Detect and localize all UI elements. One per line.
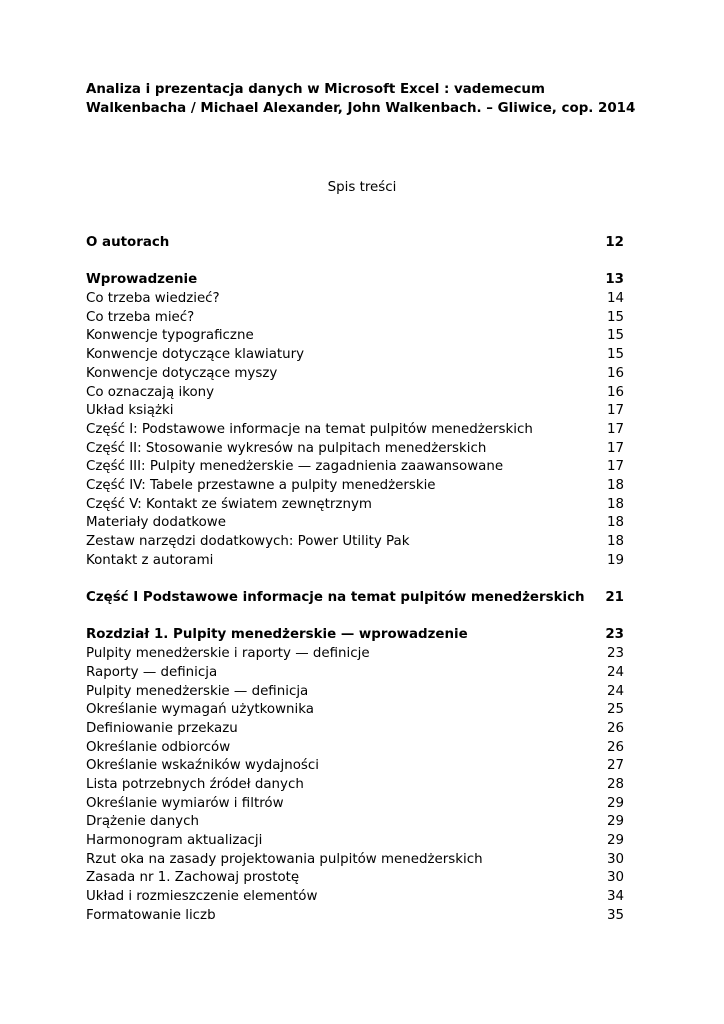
toc-entry-page-number: 18: [606, 496, 624, 512]
toc-entry-page-number: 15: [606, 328, 624, 344]
toc-entry: [86, 552, 624, 571]
toc-entry-title: Co trzeba wiedzieć?: [86, 291, 220, 307]
toc-entry-title: Układ i rozmieszczenie elementów: [86, 889, 318, 905]
toc-entry: [86, 346, 624, 365]
toc-entry-page-number: 34: [606, 889, 624, 905]
toc-section-heading: [86, 626, 624, 645]
toc-entry: [86, 739, 624, 758]
toc-entry: [86, 421, 624, 440]
toc-entry-title: Rzut oka na zasady projektowania pulpitów menedżerskich: [86, 851, 483, 867]
toc-section-heading: [86, 271, 624, 290]
toc-entry-title: Część II: Stosowanie wykresów na pulpitach menedżerskich: [86, 440, 487, 456]
toc-entry-page-number: 26: [606, 720, 624, 736]
toc-entry-page-number: 26: [606, 739, 624, 755]
toc-entry-page-number: 19: [606, 552, 624, 568]
toc-entry: [86, 813, 624, 832]
toc-entry-title: Określanie odbiorców: [86, 739, 231, 755]
toc-entry: [86, 514, 624, 533]
toc-entry-page-number: 24: [606, 683, 624, 699]
toc-entry-page-number: 16: [606, 365, 624, 381]
toc-entry-title: Formatowanie liczb: [86, 907, 216, 923]
toc-entry-page-number: 18: [606, 477, 624, 493]
toc-entry-title: Część I: Podstawowe informacje na temat pulpitów menedżerskich: [86, 421, 533, 437]
toc-entry: [86, 683, 624, 702]
toc-entry: [86, 851, 624, 870]
toc-entry-title: Lista potrzebnych źródeł danych: [86, 776, 304, 792]
toc-entry: [86, 402, 624, 421]
toc-entry-title: Część I Podstawowe informacje na temat pulpitów menedżerskich: [86, 590, 585, 606]
toc-entry: [86, 776, 624, 795]
toc-entry-title: Pulpity menedżerskie i raporty — definicje: [86, 646, 370, 662]
toc-entry-title: Część III: Pulpity menedżerskie — zagadnienia zaawansowane: [86, 459, 504, 475]
toc-entry-title: Kontakt z autorami: [86, 552, 214, 568]
toc-entry: [86, 907, 624, 926]
toc-entry-title: Rozdział 1. Pulpity menedżerskie — wprowadzenie: [86, 627, 468, 643]
toc-entry-page-number: 29: [606, 833, 624, 848]
toc-entry-title: Konwencje typograficzne: [86, 328, 254, 344]
toc-entry-page-number: 18: [606, 515, 624, 531]
toc-entry: [86, 458, 624, 477]
toc-entry-title: Definiowanie przekazu: [86, 720, 238, 736]
toc-entry: [86, 365, 624, 384]
toc-entry-page-number: 25: [606, 702, 624, 718]
toc-entry-page-number: 30: [606, 851, 624, 867]
toc-entry: [86, 888, 624, 907]
toc-entry-title: Określanie wymiarów i filtrów: [86, 795, 284, 811]
toc-entry-title: Wprowadzenie: [86, 272, 198, 288]
toc-entry-page-number: 15: [606, 309, 624, 325]
toc-entry-title: Co trzeba mieć?: [86, 309, 195, 325]
toc-entry: [86, 309, 624, 328]
toc-entry-page-number: 18: [606, 534, 624, 549]
toc-section-heading: [86, 234, 624, 253]
toc-entry-title: Harmonogram aktualizacji: [86, 833, 263, 848]
toc-entry-title: Raporty — definicja: [86, 664, 218, 680]
toc-entry-title: Materiały dodatkowe: [86, 515, 226, 531]
toc-entry-page-number: 17: [606, 403, 624, 419]
toc-entry-page-number: 17: [606, 421, 624, 437]
toc-entry-page-number: 12: [605, 235, 624, 250]
toc-entry-page-number: 24: [606, 664, 624, 680]
toc-entry: [86, 440, 624, 459]
toc-entry: [86, 496, 624, 515]
toc-entry: [86, 757, 624, 776]
toc-entry-page-number: 17: [606, 459, 624, 475]
toc-entry-page-number: 27: [606, 758, 624, 774]
toc-entry-title: Układ książki: [86, 403, 174, 419]
toc-entry-page-number: 35: [606, 907, 624, 923]
toc-entry-title: Określanie wskaźników wydajności: [86, 758, 319, 774]
toc-entry: [86, 795, 624, 814]
toc-entry-title: Określanie wymagań użytkownika: [86, 702, 314, 718]
toc-entry: [86, 832, 624, 851]
toc-entry-title: O autorach: [86, 235, 170, 250]
toc-entry-page-number: 28: [606, 776, 624, 792]
toc-section-heading: [86, 589, 624, 608]
toc-entry: [86, 327, 624, 346]
toc-entry-page-number: 17: [606, 440, 624, 456]
toc-entry: [86, 720, 624, 739]
toc-entry-title: Zasada nr 1. Zachowaj prostotę: [86, 870, 300, 886]
toc-entry-page-number: 29: [606, 814, 624, 830]
toc-entry-page-number: 15: [606, 347, 624, 363]
toc-entry: [86, 645, 624, 664]
toc-entry-title: Część V: Kontakt ze światem zewnętrznym: [86, 496, 372, 512]
toc-entry-page-number: 21: [605, 590, 624, 606]
toc-entry-title: Konwencje dotyczące klawiatury: [86, 347, 305, 363]
toc-entry-page-number: 23: [606, 646, 624, 662]
toc-entry-title: Pulpity menedżerskie — definicja: [86, 683, 309, 699]
toc-entry: [86, 664, 624, 683]
toc-entry: [86, 290, 624, 309]
toc-entry-title: Część IV: Tabele przestawne a pulpity menedżerskie: [86, 477, 436, 493]
toc-entry-page-number: 14: [606, 291, 624, 307]
toc-entry-page-number: 30: [606, 870, 624, 886]
toc-entry: [86, 533, 624, 552]
toc-entry-title: Zestaw narzędzi dodatkowych: Power Utility Pak: [86, 534, 410, 549]
toc-entry-page-number: 23: [605, 627, 624, 643]
toc-entry-page-number: 29: [606, 795, 624, 811]
toc-entry: [86, 869, 624, 888]
toc-entry: [86, 701, 624, 720]
toc-entry-title: Drążenie danych: [86, 814, 199, 830]
toc-entry-page-number: 13: [605, 272, 624, 288]
toc-entry: [86, 384, 624, 403]
toc-entry: [86, 477, 624, 496]
toc-title: Spis treści: [327, 180, 397, 195]
bibliographic-record: Analiza i prezentacja danych w Microsoft Excel : vademecum Walkenbacha / Michael Alexander, John Walkenbach. – Gliwice, cop. 2014: [86, 82, 636, 116]
toc-entry-title: Konwencje dotyczące myszy: [86, 365, 278, 381]
toc-entry-page-number: 16: [606, 384, 624, 400]
toc-entry-title: Co oznaczają ikony: [86, 384, 215, 400]
table-of-contents: [86, 234, 624, 925]
